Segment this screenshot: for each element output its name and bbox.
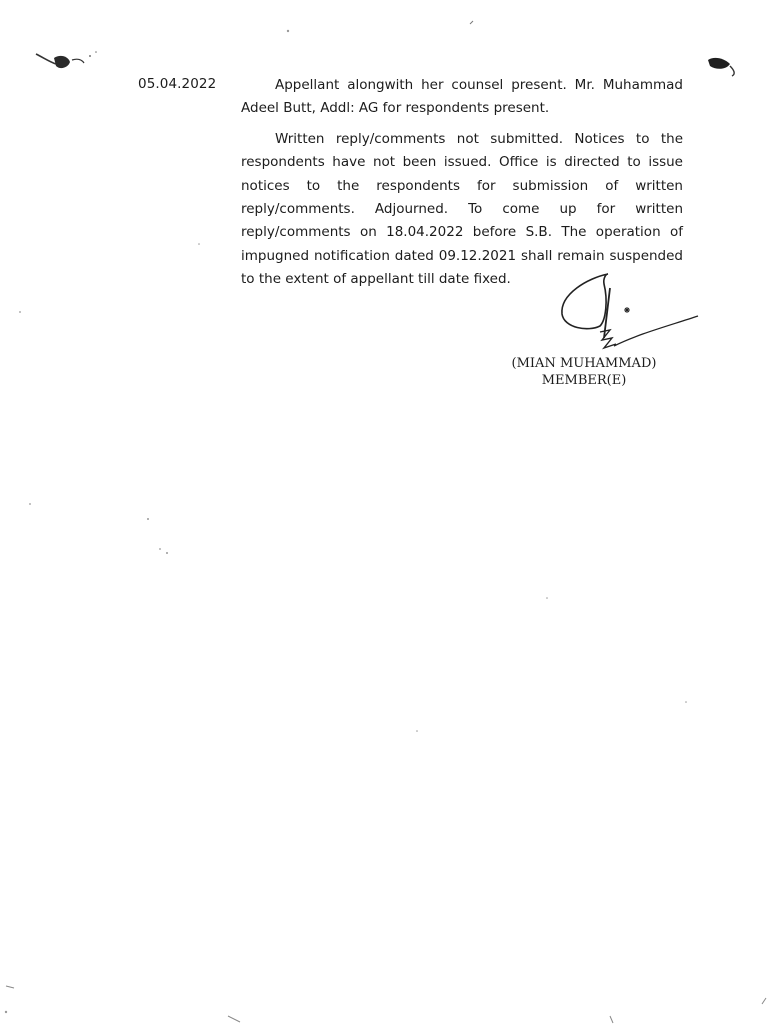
scan-mark-top-right <box>700 50 744 84</box>
signatory-designation: MEMBER(E) <box>541 373 627 388</box>
order-date: 05.04.2022 <box>138 76 217 92</box>
order-sheet-text <box>241 74 683 292</box>
scan-mark-top-left <box>30 40 110 80</box>
order-paragraph-attendance: Appellant alongwith her counsel present. Mr. Muhammad Adeel Butt, Addl: AG for respondents present. <box>241 77 683 117</box>
signatory-name: (MIAN MUHAMMAD) <box>511 356 657 371</box>
member-signature <box>548 270 708 360</box>
order-paragraph-directions: Written reply/comments not submitted. Notices to the respondents have not been issued. Office is directed to issue notices to the respondents for submission of written reply/comments. Adjourned. To come up for written reply/comments on 18.04.2022 before S.B. The operation of impugned notification dated 09.12.2021 shall remain suspended to the extent of appellant till date fixed. <box>241 130 683 288</box>
